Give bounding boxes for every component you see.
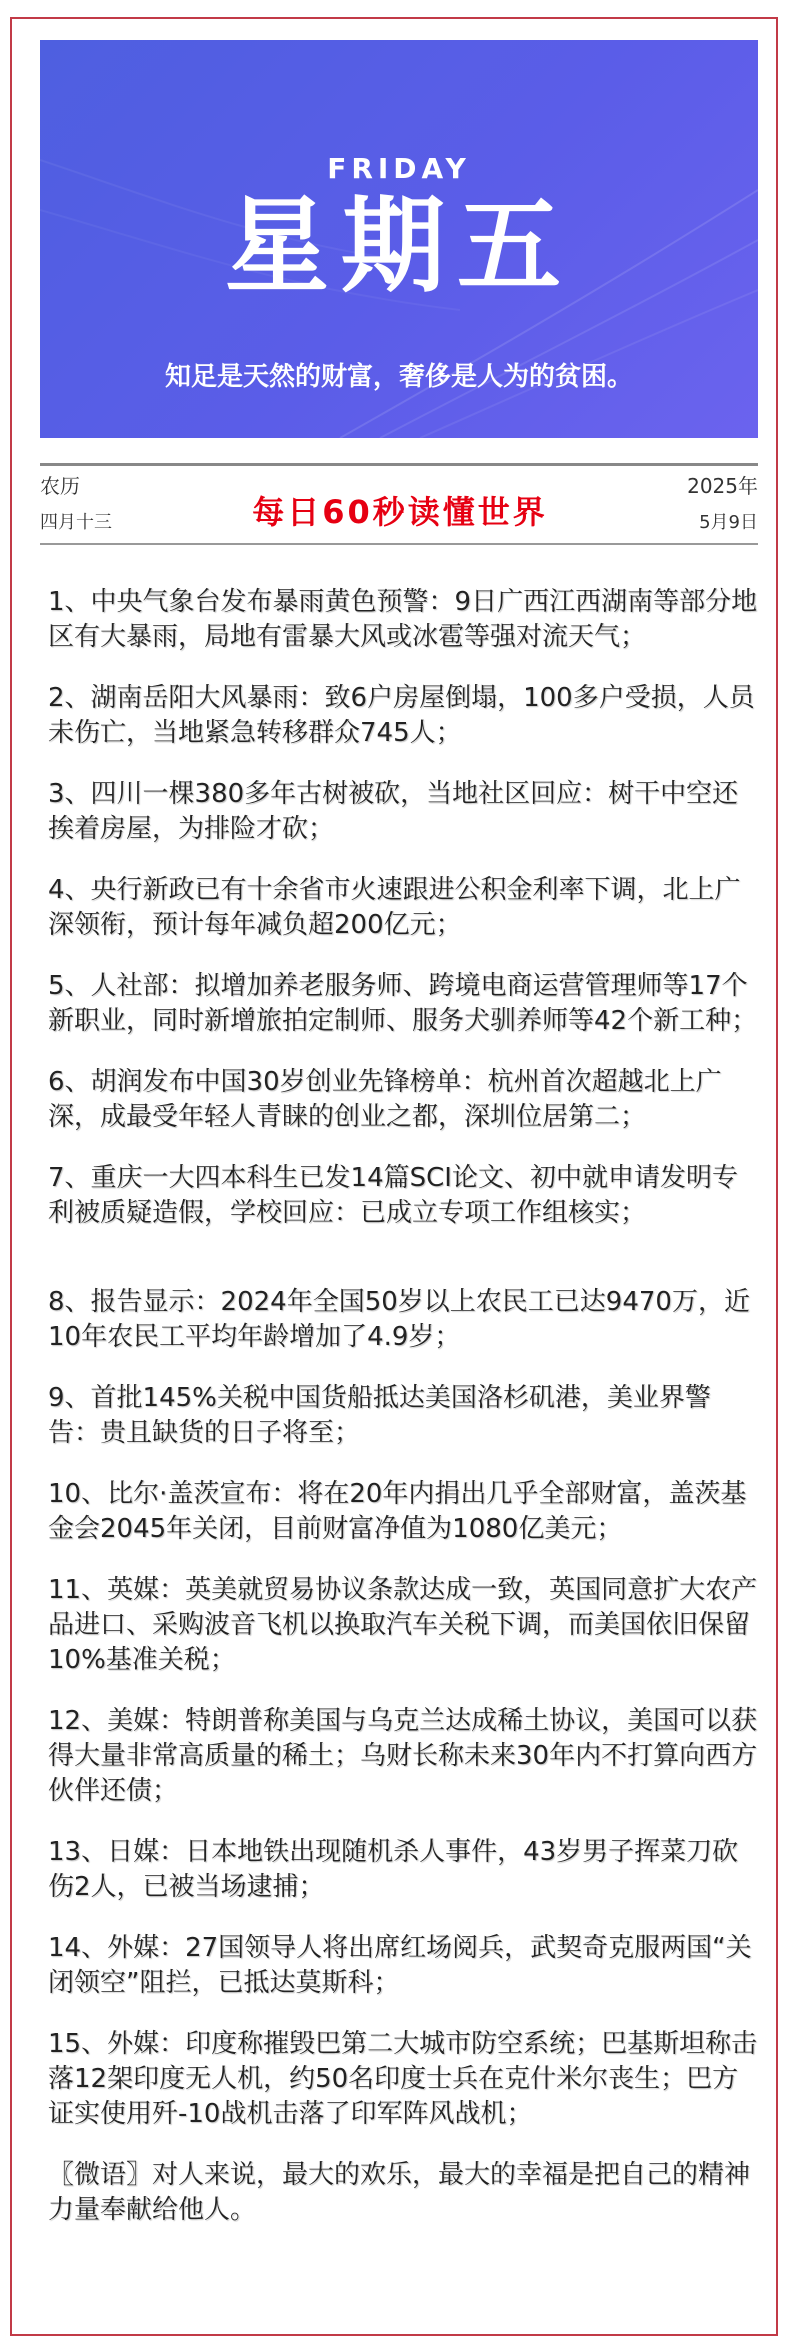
news-item: 8、报告显示：2024年全国50岁以上农民工已达9470万，近10年农民工平均年龄增加了4.9岁； bbox=[48, 1287, 750, 1352]
lunar-date: 四月十三 bbox=[40, 512, 112, 533]
closing-quote: 〖微语〗对人来说，最大的欢乐，最大的幸福是把自己的精神力量奉献给他人。 bbox=[48, 2160, 751, 2225]
news-item: 3、四川一棵380多年古树被砍，当地社区回应：树干中空还挨着房屋，为排险才砍； bbox=[48, 779, 739, 844]
news-item: 2、湖南岳阳大风暴雨：致6户房屋倒塌，100多户受损，人员未伤亡，当地紧急转移群众745人； bbox=[48, 683, 755, 748]
date-month-day: 5月9日 bbox=[699, 512, 758, 533]
news-item: 14、外媒：27国领导人将出席红场阅兵，武契奇克服两国“关闭领空”阻拦，已抵达莫斯科； bbox=[48, 1933, 752, 1998]
news-item: 5、人社部：拟增加养老服务师、跨境电商运营管理师等17个新职业，同时新增旅拍定制师、服务犬驯养师等42个新工种； bbox=[48, 971, 758, 1036]
hero-banner bbox=[40, 40, 758, 438]
news-item: 9、首批145%关税中国货船抵达美国洛杉矶港，美业界警告：贵且缺货的日子将至； bbox=[48, 1383, 711, 1448]
news-item: 7、重庆一大四本科生已发14篇SCI论文、初中就申请发明专利被质疑造假，学校回应：已成立专项工作组核实； bbox=[48, 1163, 738, 1228]
news-list bbox=[48, 585, 760, 2254]
news-item: 15、外媒：印度称摧毁巴第二大城市防空系统；巴基斯坦称击落12架印度无人机，约50名印度士兵在克什米尔丧生；巴方证实使用歼-10战机击落了印军阵风战机； bbox=[48, 2029, 758, 2129]
news-item: 10、比尔·盖茨宣布：将在20年内捐出几乎全部财富，盖茨基金会2045年关闭，目前财富净值为1080亿美元； bbox=[48, 1479, 747, 1544]
news-item: 1、中央气象台发布暴雨黄色预警：9日广西江西湖南等部分地区有大暴雨，局地有雷暴大风或冰雹等强对流天气； bbox=[48, 587, 758, 652]
hero-quote: 知足是天然的财富，奢侈是人为的贫困。 bbox=[164, 362, 633, 392]
weekday-chinese: 星期五 bbox=[224, 185, 573, 307]
header-bottom-rule bbox=[40, 543, 758, 545]
page-title: 每日60秒读懂世界 bbox=[252, 493, 548, 531]
weekday-english: FRIDAY bbox=[327, 152, 471, 185]
lunar-label: 农历 bbox=[40, 474, 80, 498]
news-item: 4、央行新政已有十余省市火速跟进公积金利率下调，北上广深领衔，预计每年减负超200亿元； bbox=[48, 875, 741, 940]
header-top-rule bbox=[40, 463, 758, 466]
news-item: 11、英媒：英美就贸易协议条款达成一致，英国同意扩大农产品进口、采购波音飞机以换取汽车关税下调，而美国依旧保留10%基准关税； bbox=[48, 1575, 758, 1675]
date-year: 2025年 bbox=[687, 474, 758, 498]
news-item: 6、胡润发布中国30岁创业先锋榜单：杭州首次超越北上广深，成最受年轻人青睐的创业之都，深圳位居第二； bbox=[48, 1067, 722, 1132]
news-item: 13、日媒：日本地铁出现随机杀人事件，43岁男子挥菜刀砍伤2人，已被当场逮捕； bbox=[48, 1837, 739, 1902]
news-item: 12、美媒：特朗普称美国与乌克兰达成稀土协议，美国可以获得大量非常高质量的稀土；乌财长称未来30年内不打算向西方伙伴还债； bbox=[48, 1706, 758, 1806]
